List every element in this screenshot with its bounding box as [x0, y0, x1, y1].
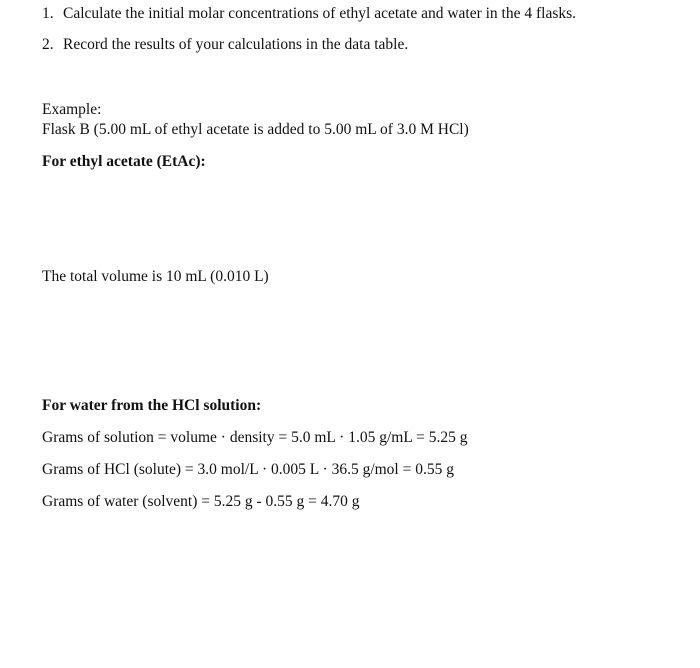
- example-label: Example:: [42, 101, 102, 118]
- calculation-hcl-grams: Grams of HCl (solute) = 3.0 mol/L · 0.005 L · 36.5 g/mol = 0.55 g: [42, 461, 454, 478]
- total-volume-text: The total volume is 10 mL (0.010 L): [42, 268, 269, 285]
- calculation-solution-grams: Grams of solution = volume · density = 5.0 mL · 1.05 g/mL = 5.25 g: [42, 429, 468, 446]
- water-heading: For water from the HCl solution:: [42, 397, 262, 414]
- ethyl-acetate-heading: For ethyl acetate (EtAc):: [42, 153, 206, 170]
- flask-description: Flask B (5.00 mL of ethyl acetate is added to 5.00 mL of 3.0 M HCl): [42, 121, 469, 138]
- instruction-2: [42, 35, 408, 55]
- instruction-1-number: 1.: [42, 5, 54, 22]
- calculation-water-grams: Grams of water (solvent) = 5.25 g - 0.55 g = 4.70 g: [42, 493, 360, 510]
- instruction-1-text: Calculate the initial molar concentrations of ethyl acetate and water in the 4 flasks.: [63, 5, 577, 22]
- instruction-2-number: 2.: [42, 36, 54, 53]
- instruction-1: [42, 4, 576, 24]
- instruction-2-text: Record the results of your calculations in the data table.: [63, 36, 409, 53]
